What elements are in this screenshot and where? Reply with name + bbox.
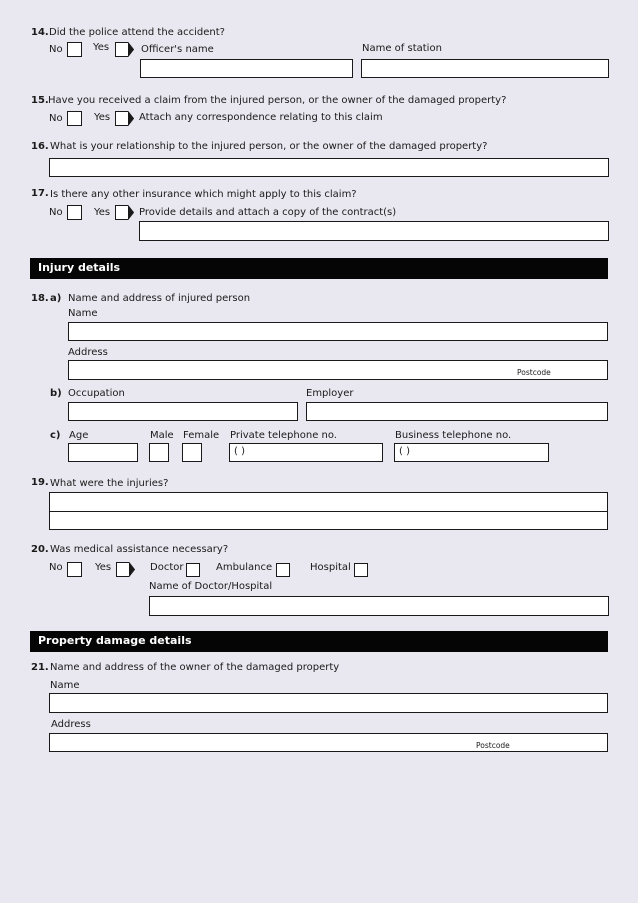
q18-male-checkbox[interactable] bbox=[149, 443, 169, 462]
q20-doctor-hospital-field[interactable] bbox=[149, 596, 609, 616]
injury-details-header: Injury details bbox=[30, 258, 608, 279]
q21-question: Name and address of the owner of the damaged property bbox=[50, 662, 340, 673]
q18-a-label: a) bbox=[50, 293, 62, 304]
arrow-checkbox-icon bbox=[115, 111, 134, 126]
q15-number: 15. bbox=[31, 95, 49, 106]
q14-officer-name-field[interactable] bbox=[140, 59, 353, 78]
q19-field-divider bbox=[50, 511, 607, 512]
q18-private-tel-field[interactable] bbox=[229, 443, 383, 462]
q21-address-field[interactable] bbox=[49, 733, 608, 752]
q20-number: 20. bbox=[31, 544, 49, 555]
q20-question: Was medical assistance necessary? bbox=[50, 544, 229, 555]
q18-employer-label: Employer bbox=[306, 388, 354, 399]
q18-b-label: b) bbox=[50, 388, 62, 399]
q19-question: What were the injuries? bbox=[50, 478, 169, 489]
q16-number: 16. bbox=[31, 141, 49, 152]
q20-yes-checkbox[interactable] bbox=[116, 562, 135, 577]
q18-postcode-label: Postcode bbox=[517, 368, 551, 377]
q20-hospital-checkbox[interactable] bbox=[354, 563, 368, 577]
q18-private-tel-prefix: ( ) bbox=[234, 446, 245, 457]
arrow-checkbox-icon bbox=[116, 562, 135, 577]
q20-doctor-hospital-label: Name of Doctor/Hospital bbox=[149, 581, 273, 592]
q20-no-checkbox[interactable] bbox=[67, 562, 82, 577]
q18-occupation-label: Occupation bbox=[68, 388, 125, 399]
q18-age-label: Age bbox=[69, 430, 89, 441]
q18-male-label: Male bbox=[150, 430, 174, 441]
q14-station-field[interactable] bbox=[361, 59, 609, 78]
q15-attach-label: Attach any correspondence relating to this claim bbox=[139, 112, 383, 123]
q18-address-field[interactable] bbox=[68, 360, 608, 380]
q18-employer-field[interactable] bbox=[306, 402, 608, 421]
q15-yes-label: Yes bbox=[94, 112, 111, 123]
q21-name-label: Name bbox=[50, 680, 80, 691]
q18-number: 18. bbox=[31, 293, 49, 304]
q17-yes-label: Yes bbox=[94, 207, 111, 218]
q14-station-label: Name of station bbox=[362, 43, 442, 54]
q21-postcode-label: Postcode bbox=[476, 741, 510, 750]
property-damage-header: Property damage details bbox=[30, 631, 608, 652]
arrow-checkbox-icon bbox=[115, 205, 134, 220]
q19-injuries-field[interactable] bbox=[49, 492, 608, 530]
q20-ambulance-checkbox[interactable] bbox=[276, 563, 290, 577]
q18-business-tel-prefix: ( ) bbox=[399, 446, 410, 457]
q21-address-label: Address bbox=[51, 719, 91, 730]
q20-hospital-label: Hospital bbox=[310, 562, 351, 573]
q17-no-checkbox[interactable] bbox=[67, 205, 82, 220]
q17-question: Is there any other insurance which might apply to this claim? bbox=[50, 189, 357, 200]
q18-female-label: Female bbox=[183, 430, 220, 441]
q15-question: Have you received a claim from the injured person, or the owner of the damaged property? bbox=[48, 95, 507, 106]
q14-officer-name-label: Officer's name bbox=[141, 44, 214, 55]
q20-no-label: No bbox=[49, 562, 63, 573]
q18-business-tel-label: Business telephone no. bbox=[395, 430, 512, 441]
q14-yes-checkbox[interactable] bbox=[115, 42, 134, 57]
q18-age-field[interactable] bbox=[68, 443, 138, 462]
arrow-checkbox-icon bbox=[115, 42, 134, 57]
q18-address-label: Address bbox=[68, 347, 108, 358]
q20-doctor-label: Doctor bbox=[150, 562, 184, 573]
q18-c-label: c) bbox=[50, 430, 61, 441]
q18-female-checkbox[interactable] bbox=[182, 443, 202, 462]
q14-no-checkbox[interactable] bbox=[67, 42, 82, 57]
q14-question: Did the police attend the accident? bbox=[49, 27, 225, 38]
q15-no-checkbox[interactable] bbox=[67, 111, 82, 126]
q18-name-field[interactable] bbox=[68, 322, 608, 341]
q17-yes-checkbox[interactable] bbox=[115, 205, 134, 220]
q20-ambulance-label: Ambulance bbox=[216, 562, 273, 573]
q17-no-label: No bbox=[49, 207, 63, 218]
q18-name-label: Name bbox=[68, 308, 98, 319]
q14-yes-label: Yes bbox=[93, 42, 110, 53]
q20-yes-label: Yes bbox=[95, 562, 112, 573]
q18-occupation-field[interactable] bbox=[68, 402, 298, 421]
q17-number: 17. bbox=[31, 188, 49, 199]
q21-name-field[interactable] bbox=[49, 693, 608, 713]
q14-number: 14. bbox=[31, 27, 49, 38]
q14-no-label: No bbox=[49, 44, 63, 55]
q15-yes-checkbox[interactable] bbox=[115, 111, 134, 126]
q20-doctor-checkbox[interactable] bbox=[186, 563, 200, 577]
q15-no-label: No bbox=[49, 113, 63, 124]
q18-private-tel-label: Private telephone no. bbox=[230, 430, 337, 441]
q18-a-question: Name and address of injured person bbox=[68, 293, 251, 304]
q18-business-tel-field[interactable] bbox=[394, 443, 549, 462]
q16-question: What is your relationship to the injured person, or the owner of the damaged property? bbox=[50, 141, 488, 152]
q21-number: 21. bbox=[31, 662, 49, 673]
q19-number: 19. bbox=[31, 477, 49, 488]
q17-provide-label: Provide details and attach a copy of the contract(s) bbox=[139, 207, 397, 218]
q17-details-field[interactable] bbox=[139, 221, 609, 241]
q16-relationship-field[interactable] bbox=[49, 158, 609, 177]
